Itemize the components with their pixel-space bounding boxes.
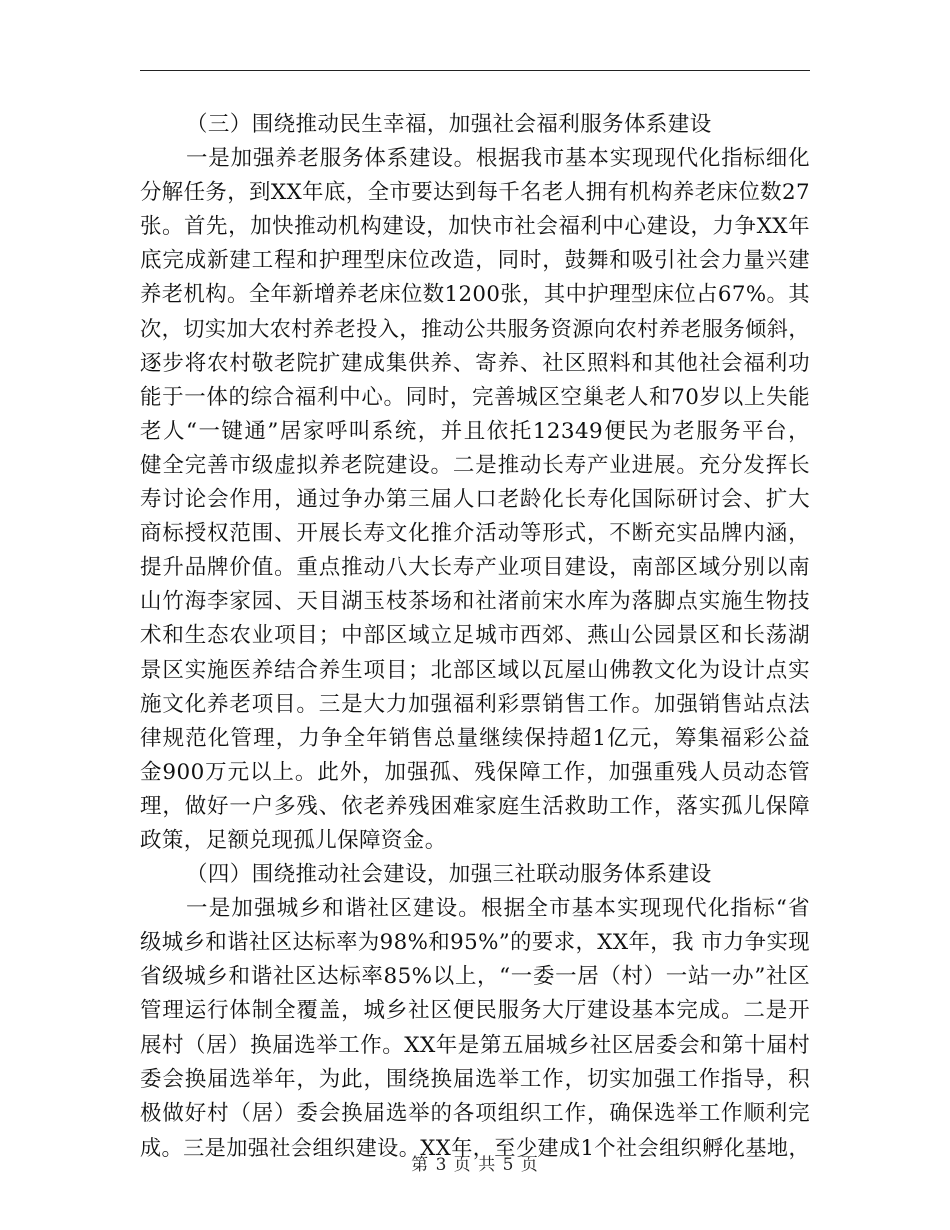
paragraph-line: 张。首先，加快推动机构建设，加快市社会福利中心建设，力争XX年 bbox=[140, 214, 810, 240]
paragraph-line: 一是加强城乡和谐社区建设。根据全市基本实现现代化指标“省 bbox=[186, 896, 810, 922]
paragraph-line: 提升品牌价值。重点推动八大长寿产业项目建设，南部区域分别以南 bbox=[140, 555, 810, 581]
section-heading: （四）围绕推动社会建设，加强三社联动服务体系建设 bbox=[186, 862, 712, 888]
paragraph-line: 理，做好一户多残、依老养残困难家庭生活救助工作，落实孤儿保障 bbox=[140, 793, 810, 819]
paragraph-line: 逐步将农村敬老院扩建成集供养、寄养、社区照料和其他社会福利功 bbox=[140, 350, 810, 376]
paragraph-line: 寿讨论会作用，通过争办第三届人口老龄化长寿化国际研讨会、扩大 bbox=[140, 487, 810, 513]
paragraph-line: 底完成新建工程和护理型床位改造，同时，鼓舞和吸引社会力量兴建 bbox=[140, 248, 810, 274]
paragraph-line: 分解任务，到XX年底，全市要达到每千名老人拥有机构养老床位数27 bbox=[140, 180, 810, 206]
paragraph-line: 成。三是加强社会组织建设。XX年，至少建成1个社会组织孵化基地， bbox=[140, 1134, 810, 1160]
paragraph-line: 管理运行体制全覆盖，城乡社区便民服务大厅建设基本完成。二是开 bbox=[140, 998, 810, 1024]
paragraph-line: 老人“一键通”居家呼叫系统，并且依托12349便民为老服务平台， bbox=[140, 418, 810, 444]
paragraph-line: 委会换届选举年，为此，围绕换届选举工作，切实加强工作指导，积 bbox=[140, 1066, 810, 1092]
paragraph-line: 能于一体的综合福利中心。同时，完善城区空巢老人和70岁以上失能 bbox=[140, 384, 810, 410]
page-number-footer: 第 3 页 共 5 页 bbox=[411, 1155, 539, 1175]
paragraph-line: 省级城乡和谐社区达标率85%以上，“一委一居（村）一站一办”社区 bbox=[140, 964, 810, 990]
paragraph-line: 景区实施医养结合养生项目；北部区域以瓦屋山佛教文化为设计点实 bbox=[140, 657, 810, 683]
paragraph-line: 健全完善市级虚拟养老院建设。二是推动长寿产业进展。充分发挥长 bbox=[140, 452, 810, 478]
paragraph-line: 施文化养老项目。三是大力加强福利彩票销售工作。加强销售站点法 bbox=[140, 691, 810, 717]
paragraph-line: 术和生态农业项目；中部区域立足城市西郊、燕山公园景区和长荡湖 bbox=[140, 623, 810, 649]
paragraph-line: 级城乡和谐社区达标率为98%和95%”的要求，XX年，我 市力争实现 bbox=[140, 930, 810, 956]
paragraph-line: 展村（居）换届选举工作。XX年是第五届城乡社区居委会和第十届村 bbox=[140, 1032, 810, 1058]
paragraph-line: 政策，足额兑现孤儿保障资金。 bbox=[140, 827, 447, 853]
paragraph-line: 一是加强养老服务体系建设。根据我市基本实现现代化指标细化 bbox=[186, 146, 810, 172]
paragraph-line: 金900万元以上。此外，加强孤、残保障工作，加强重残人员动态管 bbox=[140, 759, 810, 785]
paragraph-line: 次，切实加大农村养老投入，推动公共服务资源向农村养老服务倾斜， bbox=[140, 316, 810, 342]
document-body bbox=[140, 108, 810, 1165]
paragraph-line: 律规范化管理，力争全年销售总量继续保持超1亿元，筹集福彩公益 bbox=[140, 725, 810, 751]
paragraph-line: 商标授权范围、开展长寿文化推介活动等形式，不断充实品牌内涵， bbox=[140, 521, 810, 547]
paragraph-line: 山竹海李家园、天目湖玉枝茶场和社渚前宋水库为落脚点实施生物技 bbox=[140, 589, 810, 615]
header-rule bbox=[140, 70, 810, 71]
paragraph-line: 极做好村（居）委会换届选举的各项组织工作，确保选举工作顺利完 bbox=[140, 1100, 810, 1126]
section-heading: （三）围绕推动民生幸福，加强社会福利服务体系建设 bbox=[186, 112, 712, 137]
paragraph-line: 养老机构。全年新增养老床位数1200张，其中护理型床位占67%。其 bbox=[140, 282, 810, 308]
